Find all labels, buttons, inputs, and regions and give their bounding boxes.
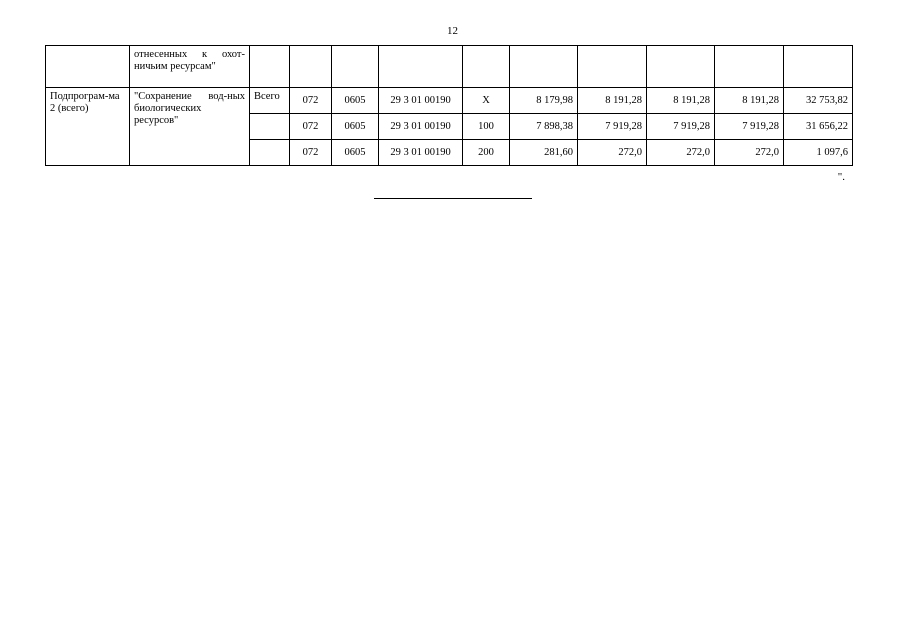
year3-cell bbox=[647, 46, 715, 88]
year3-cell: 8 191,28 bbox=[647, 88, 715, 114]
total-cell: 31 656,22 bbox=[784, 114, 853, 140]
year1-cell bbox=[510, 46, 578, 88]
year3-cell: 272,0 bbox=[647, 140, 715, 166]
year4-cell: 8 191,28 bbox=[715, 88, 784, 114]
source-cell bbox=[250, 114, 290, 140]
vr-cell: 200 bbox=[463, 140, 510, 166]
total-cell: 1 097,6 bbox=[784, 140, 853, 166]
vr-cell: X bbox=[463, 88, 510, 114]
year1-cell: 281,60 bbox=[510, 140, 578, 166]
footer-divider bbox=[374, 198, 532, 199]
year4-cell: 272,0 bbox=[715, 140, 784, 166]
vr-cell bbox=[463, 46, 510, 88]
source-cell bbox=[250, 140, 290, 166]
csr-cell: 29 3 01 00190 bbox=[379, 140, 463, 166]
year2-cell: 7 919,28 bbox=[578, 114, 647, 140]
status-cell bbox=[46, 46, 130, 88]
year2-cell: 272,0 bbox=[578, 140, 647, 166]
total-cell bbox=[784, 46, 853, 88]
subprogram-name-cell: "Сохранение вод-ных биологических ресурсов" bbox=[130, 88, 250, 166]
grbs-cell: 072 bbox=[290, 88, 332, 114]
budget-table bbox=[45, 45, 853, 166]
grbs-cell: 072 bbox=[290, 114, 332, 140]
rzpr-cell: 0605 bbox=[332, 140, 379, 166]
vr-cell: 100 bbox=[463, 114, 510, 140]
csr-cell: 29 3 01 00190 bbox=[379, 114, 463, 140]
table-row bbox=[46, 88, 853, 114]
source-cell bbox=[250, 46, 290, 88]
closing-quote: ". bbox=[837, 171, 845, 183]
description-cell: отнесенных к охот-ничьим ресурсам" bbox=[130, 46, 250, 88]
csr-cell bbox=[379, 46, 463, 88]
table-row-continued bbox=[46, 46, 853, 88]
source-cell: Всего bbox=[250, 88, 290, 114]
rzpr-cell: 0605 bbox=[332, 88, 379, 114]
page-number: 12 bbox=[447, 25, 458, 37]
year2-cell: 8 191,28 bbox=[578, 88, 647, 114]
rzpr-cell bbox=[332, 46, 379, 88]
year3-cell: 7 919,28 bbox=[647, 114, 715, 140]
total-cell: 32 753,82 bbox=[784, 88, 853, 114]
subprogram-status-cell: Подпрограм-ма 2 (всего) bbox=[46, 88, 130, 166]
csr-cell: 29 3 01 00190 bbox=[379, 88, 463, 114]
year1-cell: 8 179,98 bbox=[510, 88, 578, 114]
grbs-cell bbox=[290, 46, 332, 88]
year4-cell bbox=[715, 46, 784, 88]
year4-cell: 7 919,28 bbox=[715, 114, 784, 140]
year2-cell bbox=[578, 46, 647, 88]
year1-cell: 7 898,38 bbox=[510, 114, 578, 140]
rzpr-cell: 0605 bbox=[332, 114, 379, 140]
grbs-cell: 072 bbox=[290, 140, 332, 166]
